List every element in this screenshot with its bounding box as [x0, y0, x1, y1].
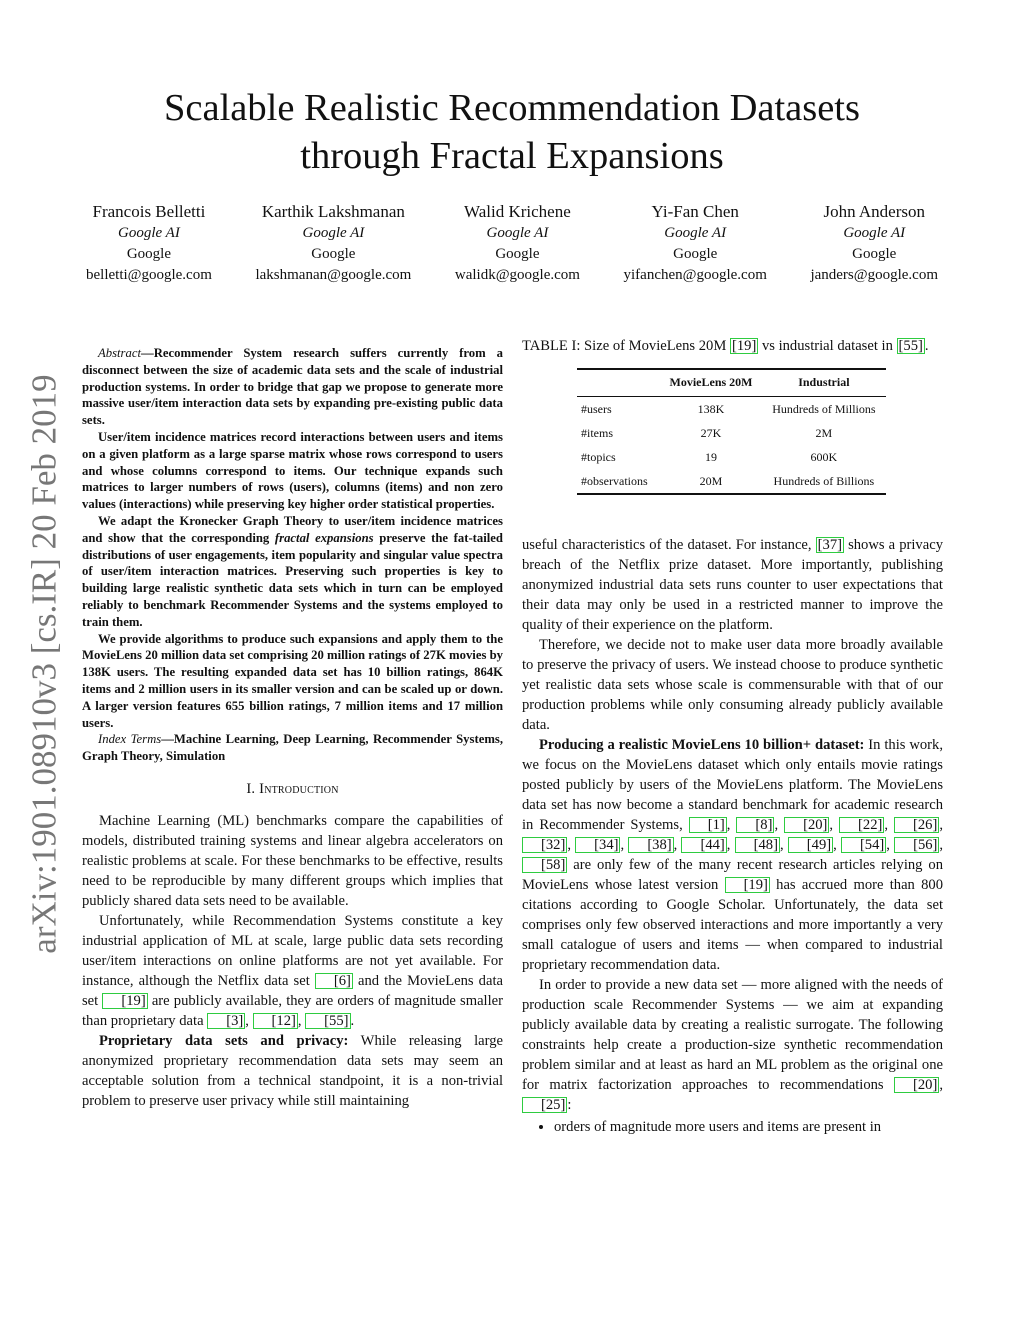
table-cell: 19: [705, 450, 718, 464]
citation-link[interactable]: [20]: [894, 1077, 939, 1093]
abstract-paragraph: Abstract—Recommender System research suffers currently from a disconnect between the size of academic data sets and the scale of industrial production systems. In order to bridge that gap we propose to generate more massive user/item interaction data sets by expanding pre-existing public data sets.: [82, 346, 503, 428]
body-paragraph: Unfortunately, while Recommendation Systems constitute a key industrial application of ML at scale, large public data sets recording user/item interactions on online platforms are not yet available. For instance, although the Netflix data set [6] and the MovieLens data set [19] are publicly available, they are orders of magnitude smaller than proprietary data [3] , [12] , [55] .: [82, 912, 503, 1029]
table-row: [577, 397, 886, 422]
table-cell: 600K: [810, 450, 838, 464]
table-cell: 20M: [699, 474, 723, 488]
table-cell: #topics: [581, 450, 616, 464]
right-body: [522, 535, 943, 1137]
author-email[interactable]: lakshmanan@google.com: [255, 267, 412, 283]
author-name: Walid Krichene: [464, 202, 571, 221]
index-terms-label: Index Terms: [98, 732, 162, 747]
table-row: [577, 469, 886, 494]
citation-link[interactable]: [54]: [841, 837, 886, 853]
right-column: [522, 336, 943, 1137]
citation-link[interactable]: [20]: [784, 817, 829, 833]
citation-link[interactable]: [8]: [736, 817, 774, 833]
author-block: [810, 201, 938, 286]
citation-link[interactable]: [26]: [894, 817, 939, 833]
author-affiliation: Google AI: [843, 225, 906, 241]
citation-link[interactable]: [32]: [522, 837, 567, 853]
citation-link[interactable]: [44]: [681, 837, 726, 853]
body-paragraph: Therefore, we decide not to make user data more broadly available to preserve the privacy of users. We instead choose to produce synthetic yet realistic data sets whose scale is commensurable with that of our production problems while only consuming already publicly available data.: [522, 637, 943, 733]
constraint-list: [522, 1117, 943, 1137]
citation-link[interactable]: [37]: [817, 537, 842, 553]
author-name: Yi-Fan Chen: [651, 202, 739, 221]
index-terms: Index Terms—Machine Learning, Deep Learning, Recommender Systems, Graph Theory, Simulation: [82, 732, 504, 764]
table-cell: #items: [581, 426, 613, 440]
citation-link[interactable]: [12]: [253, 1013, 298, 1029]
author-affiliation: Google AI: [302, 225, 365, 241]
citation-link[interactable]: [38]: [628, 837, 673, 853]
table-header-cell: MovieLens 20M: [660, 369, 762, 397]
table-cell: #observations: [581, 474, 648, 488]
author-email[interactable]: walidk@google.com: [454, 267, 580, 283]
table-header-row: [577, 369, 886, 397]
author-block: [455, 201, 580, 286]
body-paragraph: Producing a realistic MovieLens 10 billion+ dataset: In this work, we focus on the MovieLens dataset which only entails movie ratings posted publicly by users of the MovieLens platform. The MovieLens data set has now become a standard benchmark for academic research in Recommender Systems, [1] , [8] , [20] , [22] , [26] , [32] , [34] , [38] , [44] , [48] , [49] , [54] , [56] , [58] are only few of the many recent research articles relying on MovieLens whose latest version [19] has accrued more than 800 citations according to Google Scholar. Unfortunately, the data set comprises only few observed interactions and more importantly a very small catalogue of users and items — when compared to industrial proprietary recommendation data.: [522, 737, 944, 973]
abstract-paragraph: We adapt the Kronecker Graph Theory to user/item incidence matrices and show that the corresponding fractal expansions preserve the fat-tailed distributions of user engagements, item popularity and singular value spectra of user/item interaction matrices. Preserving such properties is key to building large realistic synthetic data sets which in turn can be employed reliably to benchmark Recommender Systems and the systems employed to train them.: [82, 513, 503, 629]
citation-link[interactable]: [55]: [305, 1013, 350, 1029]
table-header-cell: [577, 369, 660, 397]
body-paragraph: In order to provide a new data set — more aligned with the needs of production scale Recommender Systems — we aim at expanding publicly available data by creating a realistic surrogate. The following constraints help create a production-size synthetic recommendation problem similar and at least as hard an ML problem as the original one for matrix factorization approaches to recommendations [20] , [25] :: [522, 977, 943, 1113]
abstract-label: Abstract: [98, 346, 141, 360]
author-list: [86, 201, 938, 286]
table-cell: 138K: [697, 402, 725, 416]
size-comparison-table: [577, 368, 886, 495]
table-caption: TABLE I: Size of MovieLens 20M [19] vs industrial dataset in [55] .: [522, 338, 929, 354]
paper-title-line1: Scalable Realistic Recommendation Datasets: [164, 87, 860, 129]
citation-link[interactable]: [58]: [522, 857, 567, 873]
author-org: Google: [852, 246, 897, 262]
author-org: Google: [311, 246, 356, 262]
author-block: [86, 201, 212, 286]
citation-link[interactable]: [34]: [575, 837, 620, 853]
abstract-paragraph: We provide algorithms to produce such expansions and apply them to the MovieLens 20 million data set comprising 20 million ratings of 27K movies by 138K users. The resulting expanded data set has 10 billion ratings, 864K items and 2 million users in its smaller version and can be scaled up or down. A larger version features 655 billion ratings, 7 million items and 17 million users.: [82, 631, 503, 730]
citation-link[interactable]: [25]: [522, 1097, 567, 1113]
author-org: Google: [495, 246, 540, 262]
body-paragraph: Machine Learning (ML) benchmarks compare the capabilities of models, distributed training systems and linear algebra accelerators on realistic problems at scale. For these benchmarks to be effective, results need to be reproducible by many different groups which implies that publicly shared data sets need to be available.: [82, 812, 503, 909]
table-cell: Hundreds of Billions: [773, 474, 875, 488]
arxiv-stamp-text: arXiv:1901.08910v3 [cs.IR] 20 Feb 2019: [25, 374, 65, 954]
citation-link[interactable]: [55]: [898, 338, 923, 354]
author-name: Karthik Lakshmanan: [261, 202, 405, 221]
table-cell: 2M: [815, 426, 833, 440]
table-row: [577, 445, 886, 469]
author-org: Google: [126, 246, 172, 262]
table-cell: #users: [581, 402, 612, 416]
citation-link[interactable]: [56]: [894, 837, 939, 853]
citation-link[interactable]: [48]: [735, 837, 780, 853]
arxiv-stamp: [14, 360, 76, 968]
citation-link[interactable]: [1]: [689, 817, 727, 833]
citation-link[interactable]: [6]: [315, 973, 353, 989]
author-name: Francois Belletti: [92, 202, 206, 221]
table-cell: 27K: [700, 426, 722, 440]
citation-link[interactable]: [19]: [102, 993, 147, 1009]
left-column: [82, 336, 503, 1111]
author-affiliation: Google AI: [664, 225, 727, 241]
body-paragraph: Proprietary data sets and privacy: While releasing large anonymized proprietary recommendation data sets may seem an acceptable solution from a technical standpoint, it is a non-trivial problem to preserve user privacy while still maintaining: [82, 1032, 504, 1109]
table-row: [577, 421, 886, 445]
citation-link[interactable]: [49]: [788, 837, 833, 853]
citation-link[interactable]: [19]: [725, 877, 770, 893]
list-item: • orders of magnitude more users and items are present in: [554, 1117, 943, 1137]
author-email[interactable]: yifanchen@google.com: [623, 267, 767, 283]
author-affiliation: Google AI: [118, 225, 180, 241]
author-block: [624, 201, 767, 286]
author-affiliation: Google AI: [486, 225, 549, 241]
citation-link[interactable]: [22]: [839, 817, 884, 833]
abstract: [82, 345, 503, 731]
author-block: [255, 201, 411, 286]
author-name: John Anderson: [823, 202, 925, 221]
abstract-paragraph: User/item incidence matrices record interactions between users and items on a given platform as a large sparse matrix whose rows correspond to users and whose columns correspond to items. Our technique expands such matrices to larger numbers of rows (users), columns (items) and non zero values (interactions) while preserving key higher order statistical properties.: [82, 429, 503, 512]
body-paragraph: useful characteristics of the dataset. For instance, [37] shows a privacy breach of the Netflix prize dataset. More importantly, publishing anonymized industrial data sets runs counter to user expectations that their data may only be used in a restricted manner to improve the quality of their experience on the platform.: [522, 537, 943, 633]
section-heading: I. Introduction: [246, 780, 339, 797]
citation-link[interactable]: [19]: [731, 338, 757, 354]
paper-title: [60, 84, 964, 180]
table-cell: Hundreds of Millions: [772, 402, 876, 416]
author-email[interactable]: belletti@google.com: [86, 267, 212, 283]
citation-link[interactable]: [3]: [207, 1013, 245, 1029]
author-email[interactable]: janders@google.com: [810, 267, 938, 283]
paper-title-line2: through Fractal Expansions: [300, 135, 724, 177]
citation-group: [1] , [8] , [20] , [22] , [26] , [32] , [34] , [38] , [44] , [48] , [49] , [54] , [56] , [58]: [522, 817, 943, 873]
table-header-cell: Industrial: [762, 369, 886, 397]
author-org: Google: [673, 246, 718, 262]
